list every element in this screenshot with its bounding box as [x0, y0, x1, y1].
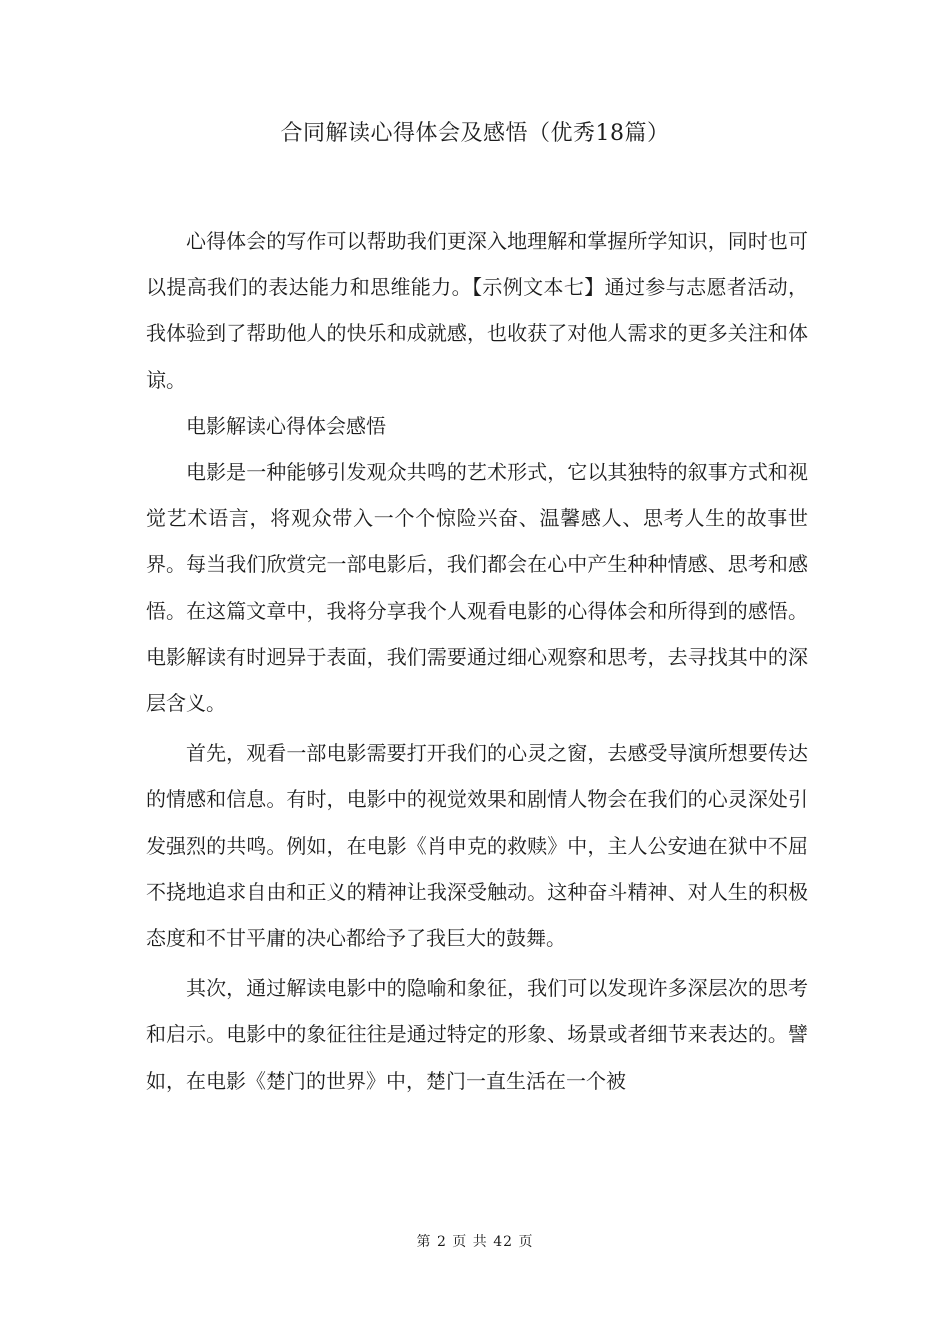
section-heading-movie: 电影解读心得体会感悟: [186, 413, 386, 438]
paragraph-first-point: 首先，观看一部电影需要打开我们的心灵之窗，去感受导演所想要传达的情感和信息。有时，电影中的视觉效果和剧情人物会在我们的心灵深处引发强烈的共鸣。例如，在电影《肖申克的救赎》中，主人公安迪在狱中不屈不挠地追求自由和正义的精神让我深受触动。这种奋斗精神、对人生的积极态度和不甘平庸的决心都给予了我巨大的鼓舞。: [146, 741, 808, 951]
paragraph-movie-art: 电影是一种能够引发观众共鸣的艺术形式，它以其独特的叙事方式和视觉艺术语言，将观众带入一个个惊险兴奋、温馨感人、思考人生的故事世界。每当我们欣赏完一部电影后，我们都会在心中产生种种情感、思考和感悟。在这篇文章中，我将分享我个人观看电影的心得体会和所得到的感悟。电影解读有时迥异于表面，我们需要通过细心观察和思考，去寻找其中的深层含义。: [146, 460, 808, 716]
page-footer: 第 2 页 共 42 页: [416, 1234, 534, 1250]
document-body: [146, 218, 808, 1104]
paragraph-intro: 心得体会的写作可以帮助我们更深入地理解和掌握所学知识，同时也可以提高我们的表达能力和思维能力。【示例文本七】通过参与志愿者活动，我体验到了帮助他人的快乐和成就感，也收获了对他人需求的更多关注和体谅。: [146, 229, 808, 392]
document-title: 合同解读心得体会及感悟（优秀18篇）: [280, 121, 670, 146]
paragraph-second-point: 其次，通过解读电影中的隐喻和象征，我们可以发现许多深层次的思考和启示。电影中的象征往往是通过特定的形象、场景或者细节来表达的。譬如，在电影《楚门的世界》中，楚门一直生活在一个被: [146, 976, 808, 1093]
